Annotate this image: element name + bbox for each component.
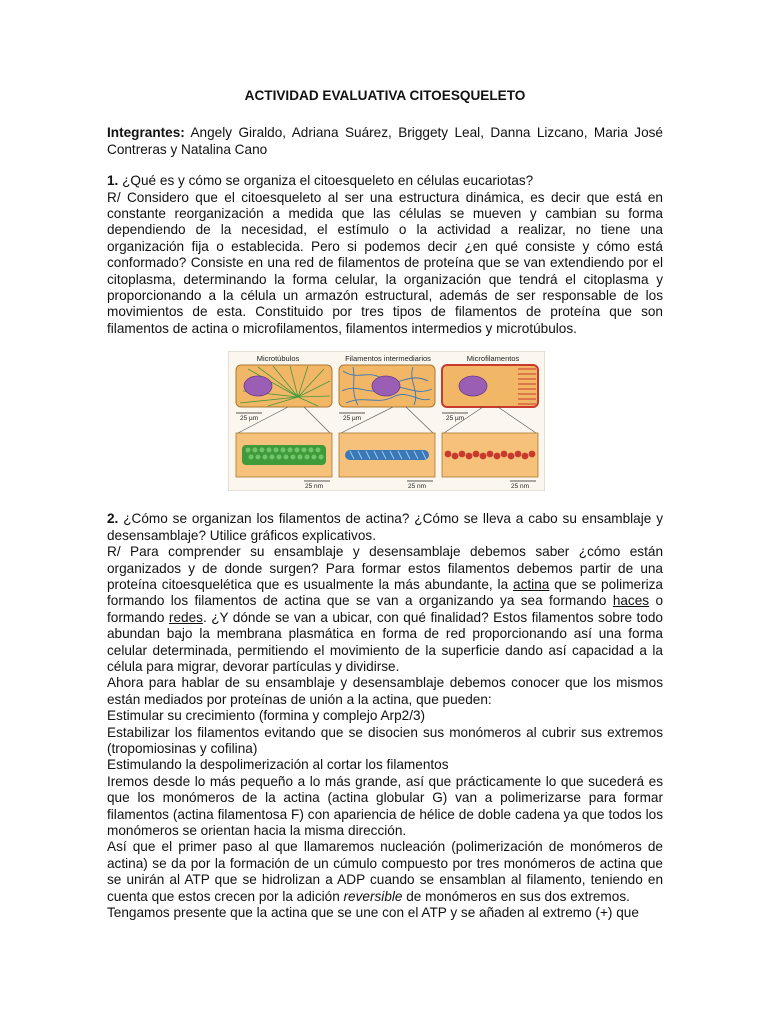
q2-number: 2. bbox=[107, 511, 119, 527]
scale-top: 25 µm bbox=[446, 415, 465, 423]
cell-body bbox=[442, 365, 538, 407]
scale-top: 25 µm bbox=[240, 415, 259, 423]
members-names: Angely Giraldo, Adriana Suárez, Briggety Leal, Danna Lizcano, Maria José Contreras y Natalina Cano bbox=[107, 125, 663, 157]
q2-italic-text: reversible bbox=[343, 888, 403, 904]
cytoskeleton-illustration bbox=[228, 351, 545, 491]
document-title: ACTIVIDAD EVALUATIVA CITOESQUELETO bbox=[244, 88, 526, 103]
q1-question-text: ¿Qué es y cómo se organiza el citoesqueleto en células eucariotas? bbox=[118, 173, 534, 189]
link-actina[interactable]: actina bbox=[513, 576, 550, 592]
cytoskeleton-figure bbox=[228, 351, 545, 491]
q2-question bbox=[107, 511, 663, 544]
q2-text: que se polimeriza formando los filamentos de actina que se van a organizando ya sea formando bbox=[107, 576, 663, 609]
nucleus bbox=[459, 376, 487, 396]
panel-label: Microfilamentos bbox=[466, 354, 520, 364]
nucleus bbox=[372, 376, 400, 396]
scale-top: 25 µm bbox=[343, 415, 362, 423]
q2-answer-p4: Estabilizar los filamentos evitando que se disocien sus monómeros al cubrir sus extremos (tropomiosinas y cofilina) bbox=[107, 724, 663, 756]
q2-answer-p8: Tengamos presente que la actina que se une con el ATP y se añaden al extremo (+) que bbox=[107, 905, 639, 921]
q1-question bbox=[107, 173, 663, 189]
nucleus bbox=[244, 376, 272, 396]
q2-question-text: ¿Cómo se organizan los filamentos de actina? ¿Cómo se lleva a cabo su ensamblaje y desensamblaje? Utilice gráficos explicativos. bbox=[107, 511, 663, 543]
q2-answer-p1 bbox=[107, 544, 663, 675]
members-paragraph bbox=[107, 125, 663, 158]
q2-answer-p6: Iremos desde lo más pequeño a lo más grande, así que prácticamente lo que sucederá es que los monómeros de la actina (actina globular G) van a polimerizarse para formar filamentos (actina filamentosa F) con apariencia de hélice de doble cadena ya que todos los monómeros se orientan hacia la misma dirección. bbox=[107, 773, 663, 838]
scale-bottom: 25 nm bbox=[408, 483, 427, 491]
scale-bottom: 25 nm bbox=[511, 483, 530, 491]
q2-text: R/ Para comprender su ensamblaje y desensamblaje debemos saber ¿cómo están organizados y de donde surgen? Para formar estos filamentos debemos partir de una proteína citoesquelética que es usualmente la más abundante, la bbox=[107, 544, 663, 592]
link-haces[interactable]: haces bbox=[612, 593, 650, 609]
q2-answer-p7 bbox=[107, 839, 663, 905]
q2-text: Así que el primer paso al que llamaremos nucleación (polimerización de monómeros de actina) se da por la formación de un cúmulo compuesto por tres monómeros de actina que se unirán al ATP que se hidrolizan a ADP cuando se ensamblan al filamento, teniendo en cuenta que estos crecen por la adición bbox=[107, 839, 663, 904]
q2-answer-p3: Estimular su crecimiento (formina y complejo Arp2/3) bbox=[107, 708, 426, 724]
scale-bottom: 25 nm bbox=[305, 483, 324, 491]
panel-label: Filamentos intermediarios bbox=[345, 354, 431, 364]
document-body bbox=[107, 88, 663, 921]
q2-answer-p5: Estimulando la despolimerización al cortar los filamentos bbox=[107, 757, 449, 773]
q2-text: de monómeros en sus dos extremos. bbox=[402, 888, 630, 904]
q2-text: o formando bbox=[107, 593, 664, 625]
link-redes[interactable]: redes bbox=[168, 609, 203, 625]
members-label: Integrantes: bbox=[107, 125, 185, 141]
q2-text: . ¿Y dónde se van a ubicar, con qué finalidad? Estos filamentos sobre todo abundan bajo la membrana plasmática en forma de red proporcionando así una forma celular determinada, permitiendo el movimiento de la superficie dando así capacidad a la célula para migrar, devorar partículas y dividirse. bbox=[107, 609, 663, 674]
q1-answer: R/ Considero que el citoesqueleto al ser una estructura dinámica, es decir que está en constante reorganización a medida que las células se mueven y cambian su forma dependiendo de la necesidad, el estímulo o la actividad a realizar, no tiene una organización fija o establecida. Pero si podemos decir ¿en qué consiste y cómo está conformado? Consiste en una red de filamentos de proteína que se van extendiendo por el citoplasma, determinando la forma celular, la organización que tendrá el citoplasma y proporcionando a la célula un armazón estructural, además de ser responsable de los movimientos de esta. Constituido por tres tipos de filamentos de proteína que son filamentos de actina o microfilamentos, filamentos intermedios y microtúbulos. bbox=[107, 189, 663, 336]
panel-label: Microtúbulos bbox=[256, 354, 300, 364]
q1-number: 1. bbox=[107, 173, 119, 189]
q2-answer-p2: Ahora para hablar de su ensamblaje y desensamblaje debemos conocer que los mismos están mediados por proteínas de unión a la actina, que pueden: bbox=[107, 675, 663, 707]
